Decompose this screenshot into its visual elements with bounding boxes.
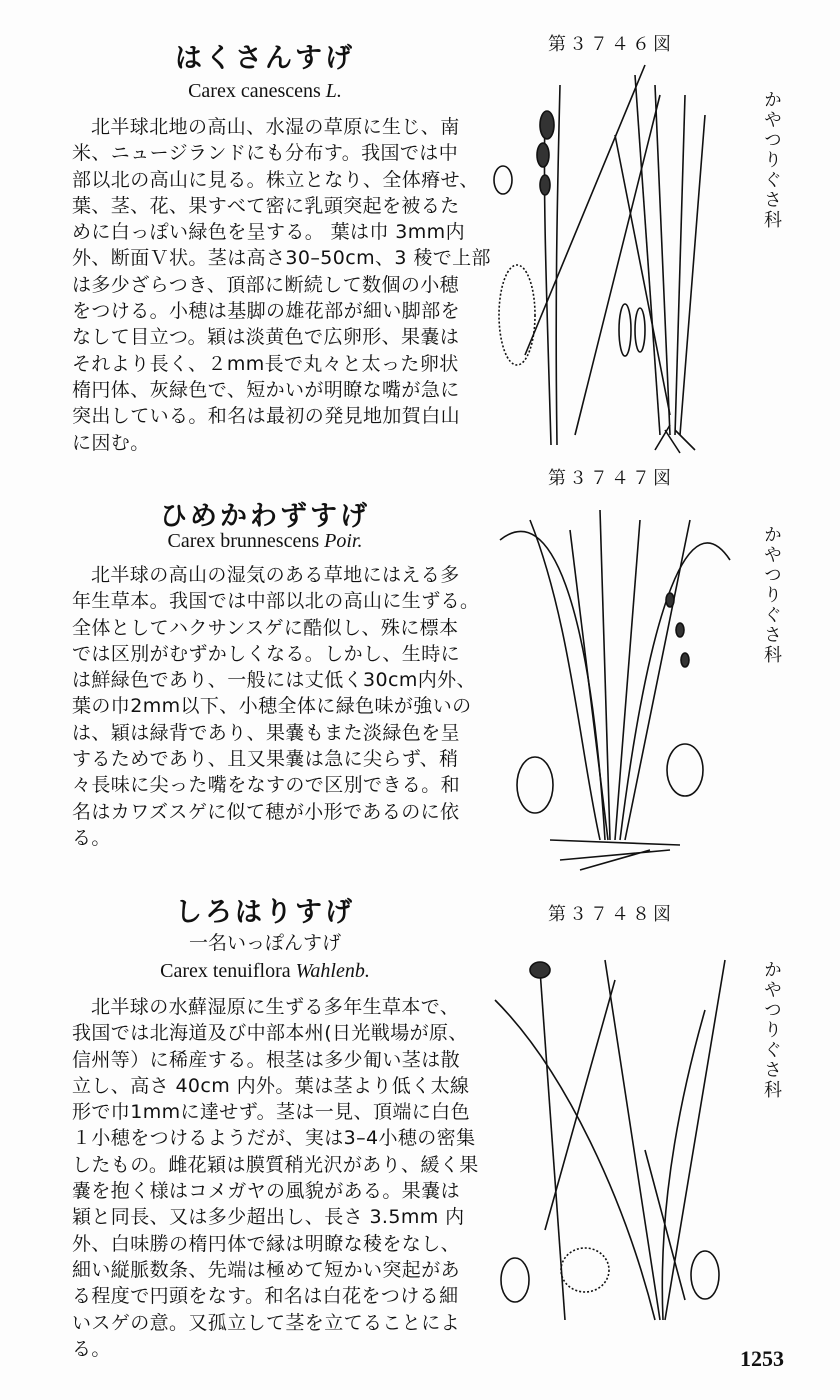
plant-illustration-3748 (485, 950, 735, 1330)
figure-label: 第３７４８図 (548, 904, 674, 925)
description-line: では区別がむずかしくなる。しかし、生時に (72, 642, 461, 665)
description-line: 形で巾1mmに達せず。茎は一見、頂端に白色 (72, 1101, 470, 1124)
description-line: 楕円体、灰緑色で、短かいが明瞭な嘴が急に (72, 378, 460, 401)
species-description (72, 562, 482, 851)
description-line: る。 (72, 1337, 111, 1360)
description-line: めに白っぽい緑色を呈する。 葉は巾 3mm内 (72, 221, 465, 244)
description-line: 々長味に尖った嘴をなすので区別できる。和 (72, 774, 461, 797)
family-label: かやつりぐさ科 (761, 90, 782, 230)
description-line: 米、ニュージランドにも分布す。我国では中 (72, 142, 459, 165)
latin-author: Wahlenb. (295, 960, 370, 982)
description-line: 外、白味勝の楕円体で縁は明瞭な稜をなし、 (72, 1232, 461, 1255)
description-line: 北半球の高山の湿気のある草地にはえる多 (91, 564, 460, 586)
species-description (72, 114, 491, 456)
description-line: をつける。小穂は基脚の雄花部が細い脚部を (72, 300, 461, 323)
latin-genus-species: Carex tenuiflora (160, 960, 291, 982)
description-line: 北半球北地の高山、水湿の草原に生じ、南 (91, 116, 460, 138)
latin-author: L. (325, 80, 342, 102)
description-line: は多少ざらつき、頂部に断続して数個の小穂 (72, 273, 460, 296)
latin-name (60, 530, 470, 553)
description-line: 細い縦脈数条、先端は極めて短かい突起があ (72, 1258, 461, 1281)
species-title: ひめかわずすげ (160, 501, 370, 532)
description-line: 葉、茎、花、果すべて密に乳頭突起を被るた (72, 194, 460, 217)
description-line: 信州等）に稀産する。根茎は多少匍い茎は散 (72, 1048, 461, 1071)
latin-author: Poir. (324, 530, 363, 552)
latin-name (60, 80, 470, 103)
family-label: かやつりぐさ科 (761, 960, 782, 1100)
description-line: 名はカワズスゲに似て穂が小形であるのに依 (72, 800, 460, 823)
species-title: しろはりすげ (175, 897, 355, 928)
description-line: するためであり、且又果嚢は急に尖らず、稍 (72, 748, 459, 771)
description-line: 嚢を抱く様はコメガヤの風貌がある。果嚢は (72, 1180, 461, 1203)
description-line: 我国では北海道及び中部本州(日光戦場が原、 (72, 1022, 468, 1045)
description-line: 立し、高さ 40cm 内外。葉は茎より低く太線 (72, 1074, 470, 1097)
description-line: は鮮緑色であり、一般には丈低く30cm内外、 (72, 669, 476, 692)
species-description (72, 994, 482, 1362)
plant-illustration-3746 (485, 55, 735, 455)
description-line: なして目立つ。穎は淡黄色で広卵形、果嚢は (72, 326, 460, 349)
description-line: は、穎は緑背であり、果嚢もまた淡緑色を呈 (72, 721, 461, 744)
description-line: 部以北の高山に見る。株立となり、全体瘠せ、 (72, 168, 479, 191)
family-label: かやつりぐさ科 (761, 525, 782, 665)
description-line: 北半球の水蘚湿原に生ずる多年生草本で、 (91, 996, 460, 1018)
description-line: 穎と同長、又は多少超出し、長さ 3.5mm 内 (72, 1206, 465, 1229)
description-line: る程度で円頭をなす。和名は白花をつける細 (72, 1285, 459, 1308)
species-title: はくさんすげ (175, 43, 355, 74)
plant-illustration-3747 (490, 500, 740, 880)
description-line: それより長く、２mm長で丸々と太った卵状 (72, 352, 459, 375)
description-line: 突出している。和名は最初の発見地加賀白山 (72, 405, 461, 428)
figure-label: 第３７４６図 (548, 34, 674, 55)
latin-genus-species: Carex canescens (188, 80, 321, 102)
description-line: に因む。 (72, 431, 150, 454)
latin-name (60, 960, 470, 983)
description-line: 葉の巾2mm以下、小穂全体に緑色味が強いの (72, 695, 472, 718)
latin-genus-species: Carex brunnescens (167, 530, 320, 552)
description-line: １小穂をつけるようだが、実は3–4小穂の密集 (72, 1127, 476, 1150)
figure-label: 第３７４７図 (548, 468, 674, 489)
page-number: 1253 (740, 1346, 784, 1371)
description-line: 外、断面Ｖ状。茎は高さ30–50cm、3 稜で上部 (72, 247, 491, 270)
alternate-name: 一名いっぽんすげ (188, 932, 341, 954)
description-line: る。 (72, 826, 111, 849)
description-line: 年生草本。我国では中部以北の高山に生ずる。 (72, 590, 480, 613)
description-line: したもの。雌花穎は膜質稍光沢があり、緩く果 (72, 1153, 479, 1176)
description-line: 全体としてハクサンスゲに酷似し、殊に標本 (72, 616, 459, 639)
description-line: いスゲの意。又孤立して茎を立てることによ (72, 1311, 461, 1334)
